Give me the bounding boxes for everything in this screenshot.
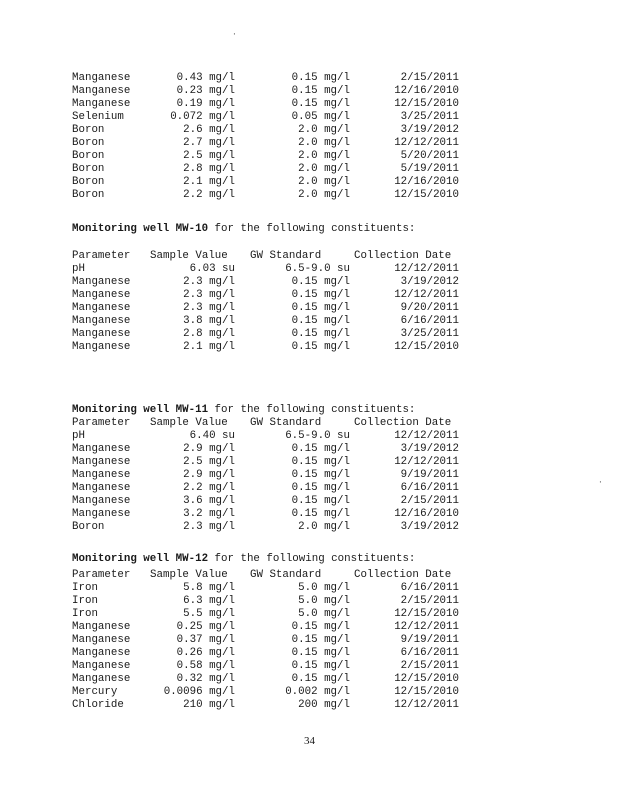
cell-date: 2/15/2011 xyxy=(400,660,459,673)
cell-standard: 0.15 mg/l xyxy=(291,72,350,84)
cell-date: 12/16/2010 xyxy=(394,508,459,521)
cell-value: 2.1 mg/l xyxy=(183,176,235,189)
cell-value: 0.26 mg/l xyxy=(176,647,235,660)
cell-date: 3/19/2012 xyxy=(400,124,459,137)
cell-value: 3.8 mg/l xyxy=(183,315,235,328)
cell-param: Boron xyxy=(72,124,105,137)
cell-standard: 6.5-9.0 su xyxy=(285,430,350,442)
cell-date: 6/16/2011 xyxy=(400,647,459,660)
cell-value: 0.43 mg/l xyxy=(176,72,235,84)
cell-value: 3.6 mg/l xyxy=(183,495,235,508)
cell-param: Manganese xyxy=(72,634,131,647)
cell-standard: 2.0 mg/l xyxy=(298,176,350,189)
cell-date: 2/15/2011 xyxy=(400,72,459,84)
cell-standard: 2.0 mg/l xyxy=(298,163,350,176)
cell-value: 2.2 mg/l xyxy=(183,189,235,202)
cell-standard: 0.15 mg/l xyxy=(291,443,350,456)
cell-value: 2.5 mg/l xyxy=(183,150,235,163)
mw11-heading: Monitoring well MW-11 for the following constituents: xyxy=(72,404,416,416)
cell-value: 6.3 mg/l xyxy=(183,595,235,608)
cell-standard: GW Standard xyxy=(250,569,322,581)
cell-standard: GW Standard xyxy=(250,417,322,429)
cell-date: Collection Date xyxy=(354,417,452,429)
cell-param: Manganese xyxy=(72,443,131,456)
cell-standard: 0.15 mg/l xyxy=(291,289,350,302)
cell-date: 12/12/2011 xyxy=(394,289,459,302)
cell-date: 3/25/2011 xyxy=(400,111,459,124)
cell-param: Manganese xyxy=(72,456,131,469)
cell-value: 2.9 mg/l xyxy=(183,469,235,482)
cell-standard: 0.15 mg/l xyxy=(291,302,350,315)
cell-date: 12/12/2011 xyxy=(394,456,459,469)
cell-date: 12/12/2011 xyxy=(394,699,459,712)
cell-value: Sample Value xyxy=(150,569,228,581)
cell-value: 2.5 mg/l xyxy=(183,456,235,469)
cell-param: Manganese xyxy=(72,341,131,354)
cell-param: Iron xyxy=(72,608,98,621)
cell-standard: 2.0 mg/l xyxy=(298,150,350,163)
cell-date: 12/12/2011 xyxy=(394,263,459,275)
cell-date: 6/16/2011 xyxy=(400,315,459,328)
cell-param: Manganese xyxy=(72,495,131,508)
cell-param: Manganese xyxy=(72,647,131,660)
cell-standard: 2.0 mg/l xyxy=(298,137,350,150)
cell-value: 5.5 mg/l xyxy=(183,608,235,621)
cell-standard: 0.15 mg/l xyxy=(291,98,350,111)
cell-standard: 0.15 mg/l xyxy=(291,508,350,521)
mw12-heading: Monitoring well MW-12 for the following constituents: xyxy=(72,553,416,565)
cell-value: 2.2 mg/l xyxy=(183,482,235,495)
cell-param: Manganese xyxy=(72,98,131,111)
cell-value: 3.2 mg/l xyxy=(183,508,235,521)
cell-date: 12/15/2010 xyxy=(394,673,459,686)
cell-value: 6.03 su xyxy=(189,263,235,275)
cell-standard: 0.15 mg/l xyxy=(291,341,350,354)
cell-standard: GW Standard xyxy=(250,250,322,262)
cell-date: 3/19/2012 xyxy=(400,276,459,289)
cell-standard: 5.0 mg/l xyxy=(298,608,350,621)
cell-value: 0.58 mg/l xyxy=(176,660,235,673)
cell-param: Boron xyxy=(72,137,105,150)
cell-standard: 5.0 mg/l xyxy=(298,582,350,594)
cell-value: 0.37 mg/l xyxy=(176,634,235,647)
cell-standard: 2.0 mg/l xyxy=(298,521,350,534)
cell-standard: 0.15 mg/l xyxy=(291,495,350,508)
cell-param: Iron xyxy=(72,595,98,608)
cell-param: Manganese xyxy=(72,469,131,482)
cell-standard: 0.15 mg/l xyxy=(291,276,350,289)
cell-date: 6/16/2011 xyxy=(400,482,459,495)
cell-standard: 0.15 mg/l xyxy=(291,315,350,328)
cell-date: 2/15/2011 xyxy=(400,495,459,508)
cell-standard: 0.15 mg/l xyxy=(291,456,350,469)
cell-standard: 0.15 mg/l xyxy=(291,660,350,673)
scan-speck: · xyxy=(232,30,237,39)
cell-param: Manganese xyxy=(72,302,131,315)
cell-standard: 0.15 mg/l xyxy=(291,328,350,341)
cell-date: 6/16/2011 xyxy=(400,582,459,594)
cell-param: Manganese xyxy=(72,276,131,289)
cell-param: Manganese xyxy=(72,482,131,495)
mw10-heading: Monitoring well MW-10 for the following constituents: xyxy=(72,223,416,235)
cell-date: 5/20/2011 xyxy=(400,150,459,163)
cell-value: 2.3 mg/l xyxy=(183,276,235,289)
cell-standard: 0.15 mg/l xyxy=(291,85,350,98)
cell-value: 2.7 mg/l xyxy=(183,137,235,150)
cell-standard: 0.15 mg/l xyxy=(291,673,350,686)
cell-value: 0.072 mg/l xyxy=(170,111,235,124)
cell-param: Manganese xyxy=(72,673,131,686)
cell-param: Manganese xyxy=(72,660,131,673)
cell-standard: 0.15 mg/l xyxy=(291,621,350,634)
cell-standard: 0.05 mg/l xyxy=(291,111,350,124)
cell-date: 12/15/2010 xyxy=(394,608,459,621)
cell-date: 9/19/2011 xyxy=(400,469,459,482)
cell-standard: 200 mg/l xyxy=(298,699,350,712)
cell-param: Manganese xyxy=(72,289,131,302)
cell-value: 0.32 mg/l xyxy=(176,673,235,686)
cell-date: 3/19/2012 xyxy=(400,521,459,534)
cell-value: 210 mg/l xyxy=(183,699,235,712)
cell-value: 2.1 mg/l xyxy=(183,341,235,354)
cell-date: 9/19/2011 xyxy=(400,634,459,647)
cell-date: Collection Date xyxy=(354,569,452,581)
cell-value: Sample Value xyxy=(150,417,228,429)
cell-param: Manganese xyxy=(72,72,131,84)
cell-value: 2.8 mg/l xyxy=(183,328,235,341)
cell-date: 2/15/2011 xyxy=(400,595,459,608)
cell-standard: 2.0 mg/l xyxy=(298,124,350,137)
cell-param: Parameter xyxy=(72,417,131,429)
cell-date: 12/12/2011 xyxy=(394,137,459,150)
cell-date: 12/15/2010 xyxy=(394,341,459,354)
cell-standard: 0.15 mg/l xyxy=(291,647,350,660)
cell-date: 3/25/2011 xyxy=(400,328,459,341)
page-number: 34 xyxy=(304,735,315,747)
cell-date: 5/19/2011 xyxy=(400,163,459,176)
cell-param: pH xyxy=(72,430,85,442)
cell-value: 6.40 su xyxy=(189,430,235,442)
cell-date: 12/15/2010 xyxy=(394,98,459,111)
cell-value: 2.9 mg/l xyxy=(183,443,235,456)
cell-standard: 0.15 mg/l xyxy=(291,482,350,495)
cell-value: 2.3 mg/l xyxy=(183,302,235,315)
cell-param: Manganese xyxy=(72,315,131,328)
cell-param: Mercury xyxy=(72,686,118,699)
cell-date: 3/19/2012 xyxy=(400,443,459,456)
cell-value: 2.3 mg/l xyxy=(183,289,235,302)
cell-param: Manganese xyxy=(72,508,131,521)
cell-date: 9/20/2011 xyxy=(400,302,459,315)
cell-param: Iron xyxy=(72,582,98,594)
cell-param: Boron xyxy=(72,176,105,189)
cell-value: 0.25 mg/l xyxy=(176,621,235,634)
cell-date: 12/16/2010 xyxy=(394,85,459,98)
cell-date: 12/16/2010 xyxy=(394,176,459,189)
cell-value: 2.3 mg/l xyxy=(183,521,235,534)
cell-value: 0.19 mg/l xyxy=(176,98,235,111)
scan-speck: · xyxy=(598,478,603,487)
cell-standard: 5.0 mg/l xyxy=(298,595,350,608)
cell-standard: 0.15 mg/l xyxy=(291,469,350,482)
cell-param: Boron xyxy=(72,163,105,176)
cell-param: Manganese xyxy=(72,621,131,634)
cell-value: 0.0096 mg/l xyxy=(163,686,235,699)
cell-date: Collection Date xyxy=(354,250,452,262)
cell-param: Boron xyxy=(72,150,105,163)
cell-date: 12/15/2010 xyxy=(394,686,459,699)
cell-param: pH xyxy=(72,263,85,275)
cell-param: Parameter xyxy=(72,250,131,262)
cell-param: Selenium xyxy=(72,111,124,124)
cell-param: Chloride xyxy=(72,699,124,712)
cell-value: 0.23 mg/l xyxy=(176,85,235,98)
cell-param: Manganese xyxy=(72,328,131,341)
cell-date: 12/12/2011 xyxy=(394,621,459,634)
cell-value: 2.8 mg/l xyxy=(183,163,235,176)
cell-standard: 0.002 mg/l xyxy=(285,686,350,699)
cell-param: Boron xyxy=(72,189,105,202)
cell-param: Parameter xyxy=(72,569,131,581)
cell-date: 12/15/2010 xyxy=(394,189,459,202)
cell-value: 5.8 mg/l xyxy=(183,582,235,594)
cell-standard: 2.0 mg/l xyxy=(298,189,350,202)
cell-value: 2.6 mg/l xyxy=(183,124,235,137)
cell-param: Manganese xyxy=(72,85,131,98)
cell-standard: 6.5-9.0 su xyxy=(285,263,350,275)
cell-param: Boron xyxy=(72,521,105,534)
cell-date: 12/12/2011 xyxy=(394,430,459,442)
cell-standard: 0.15 mg/l xyxy=(291,634,350,647)
cell-value: Sample Value xyxy=(150,250,228,262)
